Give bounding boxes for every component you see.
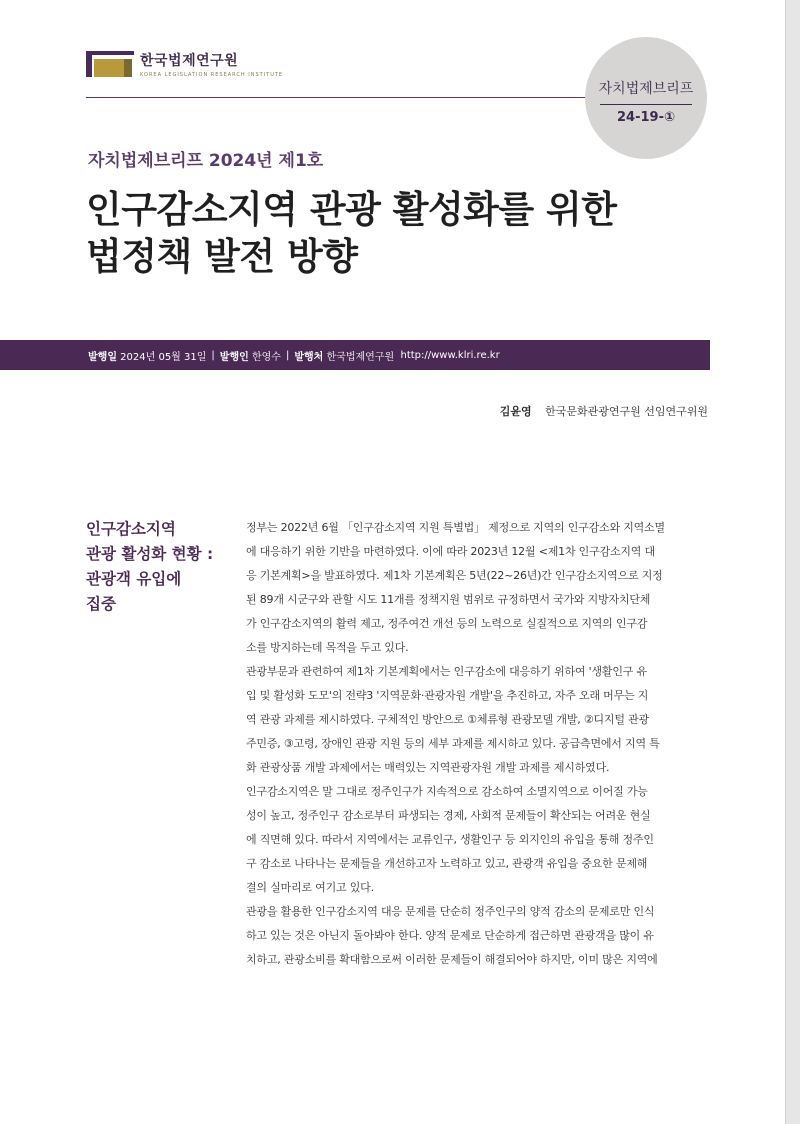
brief-badge: [585, 37, 707, 159]
paragraph: [246, 900, 708, 972]
badge-title: 자치법제브리프: [598, 80, 694, 97]
logo-mark-icon: [86, 51, 134, 77]
paragraph: [246, 660, 708, 780]
author-affiliation: 한국문화관광연구원 선임연구위원: [545, 405, 708, 418]
text-line: 된 89개 시군구와 관할 시도 11개를 정책지원 범위로 규정하면서 국가와 지방자치단체: [246, 593, 651, 606]
text-line: 구 감소로 나타나는 문제들을 개선하고자 노력하고 있고, 관광객 유입을 중요한 문제해: [246, 857, 648, 870]
text-line: 인구감소지역은 말 그대로 정주인구가 지속적으로 감소하여 소멸지역으로 이어질 가능: [246, 785, 648, 798]
text-line: 하고 있는 것은 아닌지 돌아봐야 한다. 양적 문제로 단순하게 접근하면 관광객을 많이 유: [246, 929, 654, 942]
page-title: [86, 186, 726, 280]
pub-publisher: 한영수: [251, 351, 281, 363]
pub-issuer-label: 발행처: [294, 351, 324, 363]
series-label: 자치법제브리프 2024년 제1호: [88, 151, 324, 171]
badge-number: 24-19-①: [617, 109, 675, 125]
author-line: [500, 403, 708, 419]
pub-publisher-label: 발행인: [219, 351, 249, 363]
header-rule: [86, 97, 626, 98]
pub-date: 2024년 05월 31일: [120, 351, 207, 363]
paragraph: [246, 516, 708, 660]
text-line: 치하고, 관광소비를 확대함으로써 이러한 문제들이 해결되어야 하지만, 이미 많은 지역에: [246, 953, 658, 966]
text-line: 관광을 활용한 인구감소지역 대응 문제를 단순히 정주인구의 양적 감소의 문제로만 인식: [246, 905, 655, 918]
text-line: 화 관광상품 개발 과제에서는 매력있는 지역관광자원 개발 과제를 제시하였다.: [246, 761, 610, 774]
pub-date-label: 발행일: [88, 351, 117, 363]
badge-divider: [600, 104, 692, 105]
logo-subtitle: KOREA LEGISLATION RESEARCH INSTITUTE: [140, 72, 284, 78]
logo-name: 한국법제연구원: [140, 53, 239, 69]
side-heading-line: 관광객 유입에: [86, 570, 182, 588]
body-text: [246, 516, 708, 972]
text-line: 결의 실마리로 여기고 있다.: [246, 881, 374, 894]
pub-url[interactable]: http://www.klri.re.kr: [400, 349, 500, 361]
text-line: 에 직면해 있다. 따라서 지역에서는 교류인구, 생활인구 등 외지인의 유입을 통해 정주인: [246, 833, 654, 846]
text-line: 주민증, ③고령, 장애인 관광 지원 등의 세부 과제를 제시하고 있다. 공급측면에서 지역 특: [246, 737, 660, 750]
pub-issuer: 한국법제연구원: [326, 351, 395, 363]
section-side-heading: [86, 517, 236, 617]
publication-bar: 발행일 2024년 05월 31일 | 발행인 한영수 | 발행처 한국법제연구원 http://www.klri.re.kr: [0, 340, 710, 370]
side-heading-line: 인구감소지역: [86, 520, 176, 538]
side-heading-line: 집중: [86, 595, 116, 613]
text-line: 입 및 활성화 도모'의 전략3 '지역문화·관광자원 개발'을 추진하고, 자주 오래 머무는 지: [246, 689, 649, 702]
text-line: 가 인구감소지역의 활력 제고, 정주여건 개선 등의 노력으로 실질적으로 지역의 인구감: [246, 617, 648, 630]
text-line: 에 대응하기 위한 기반을 마련하였다. 이에 따라 2023년 12월 <제1차 인구감소지역 대: [246, 545, 655, 558]
page-edge: [786, 0, 800, 1124]
text-line: 응 기본계획>을 발표하였다. 제1차 기본계획은 5년(22~26년)간 인구감소지역으로 지정: [246, 569, 663, 582]
text-line: 성이 높고, 정주인구 감소로부터 파생되는 경제, 사회적 문제들이 확산되는 어려운 현실: [246, 809, 651, 822]
title-line-1: 인구감소지역 관광 활성화를 위한: [86, 188, 617, 231]
text-line: 관광부문과 관련하여 제1차 기본계획에서는 인구감소에 대응하기 위하여 '생활인구 유: [246, 665, 647, 678]
title-line-2: 법정책 발전 방향: [86, 235, 358, 278]
text-line: 소를 방지하는데 목적을 두고 있다.: [246, 641, 409, 654]
text-line: 역 관광 과제를 제시하였다. 구체적인 방안으로 ①체류형 관광모델 개발, ②디지털 관광: [246, 713, 649, 726]
side-heading-line: 관광 활성화 현황 :: [86, 545, 214, 563]
text-line: 정부는 2022년 6월 「인구감소지역 지원 특별법」 제정으로 지역의 인구감소와 지역소멸: [246, 521, 665, 534]
klri-logo: [86, 50, 283, 78]
paragraph: [246, 780, 708, 900]
author-name: 김윤영: [499, 405, 532, 418]
